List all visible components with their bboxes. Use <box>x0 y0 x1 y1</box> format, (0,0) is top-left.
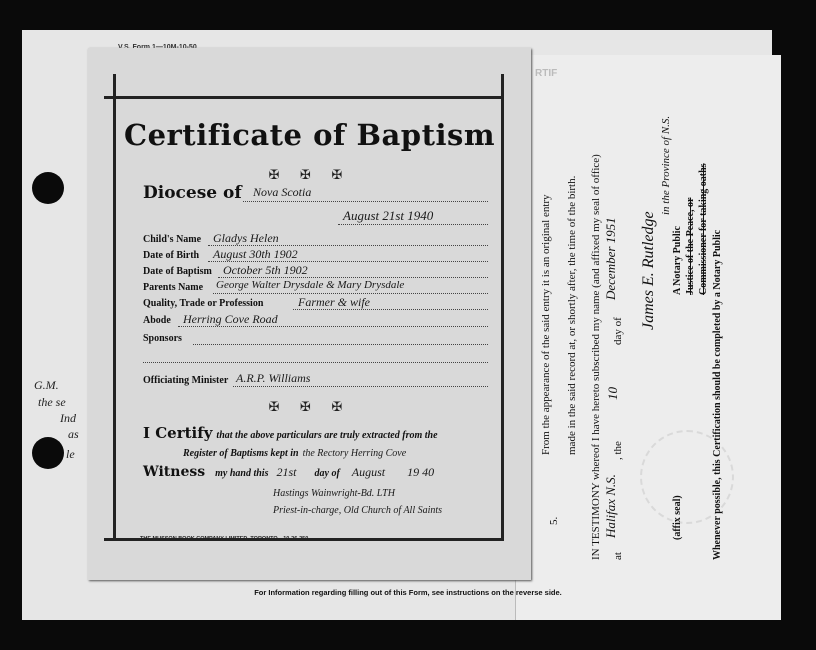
certificate-title: Certificate of Baptism <box>123 118 496 152</box>
field-value-parents-name: George Walter Drysdale & Mary Drysdale <box>216 279 405 291</box>
margin-note-3: Ind <box>60 411 76 425</box>
field-line-blank <box>143 362 488 363</box>
certify-lead: I Certify <box>143 424 213 442</box>
field-value-date-of-baptism: October 5th 1902 <box>223 263 308 277</box>
witness-year: 19 40 <box>407 465 435 479</box>
margin-note-4: as <box>68 427 79 441</box>
baptism-certificate <box>88 48 531 580</box>
field-line <box>178 326 488 327</box>
field-line <box>293 309 488 310</box>
affix-seal-label: (affix seal) <box>672 495 683 540</box>
publisher-imprint: THE MUSSON BOOK COMPANY LIMITED, TORONTO—10-26-250 <box>140 536 309 542</box>
date-line <box>338 224 488 225</box>
completion-note: Whenever possible, this Certification should be completed by a Notary Public <box>712 229 723 560</box>
diocese-line <box>243 201 488 202</box>
field-label-abode: Abode <box>143 315 171 326</box>
field-label-date-of-birth: Date of Birth <box>143 250 200 261</box>
field-line <box>233 386 488 387</box>
signature-line-2: Priest-in-charge, Old Church of All Saints <box>273 505 443 516</box>
cross-ornaments-middle: ✠ ✠ ✠ <box>268 400 351 415</box>
witness-text: my hand this <box>215 468 269 479</box>
notary-line-1: A Notary Public <box>672 226 683 295</box>
footer-information: For Information regarding filling out of this Form, see instructions on the reverse side. <box>254 588 562 597</box>
diocese-label: Diocese of <box>143 183 242 203</box>
field-line <box>193 344 488 345</box>
field-line <box>208 245 488 246</box>
certify-line-2 <box>183 443 406 461</box>
witness-label: Witness <box>143 464 206 480</box>
the-label: , the <box>612 441 624 460</box>
field-line <box>208 261 488 262</box>
margin-note-5: le <box>66 447 75 461</box>
diocese-value: Nova Scotia <box>253 185 312 199</box>
right-form-sheet <box>515 55 781 620</box>
margin-note-2: the se <box>38 395 66 409</box>
testimony-line: IN TESTIMONY whereof I have hereto subscribed my name (and affixed my seal of office) <box>590 154 602 560</box>
field-label-sponsors: Sponsors <box>143 333 182 344</box>
item-5-line-2: made in the said record at, or shortly after, the time of the birth. <box>566 175 578 455</box>
field-label-date-of-baptism: Date of Baptism <box>143 266 212 277</box>
notary-signature: James E. Rutledge <box>640 211 657 330</box>
witness-day-label: day of <box>314 468 340 479</box>
field-label-parents-name: Parents Name <box>143 282 204 293</box>
notary-line-2: Justice of the Peace, or <box>685 197 696 295</box>
item-5-number: 5. <box>548 516 560 525</box>
punch-hole-bottom <box>32 437 64 469</box>
certificate-date: August 21st 1940 <box>343 208 434 223</box>
cross-ornaments-top: ✠ ✠ ✠ <box>268 168 351 183</box>
notary-line-3: Commissioner for taking oaths <box>698 163 709 295</box>
witness-line <box>143 463 434 481</box>
field-value-childs-name: Gladys Helen <box>213 231 279 245</box>
witness-day: 21st <box>276 465 297 479</box>
field-value-profession: Farmer & wife <box>298 295 370 309</box>
month-value: December 1951 <box>603 217 618 300</box>
field-label-profession: Quality, Trade or Profession <box>143 298 264 309</box>
day-value: 10 <box>605 387 620 400</box>
field-value-date-of-birth: August 30th 1902 <box>213 247 298 261</box>
certify-text-1: that the above particulars are truly extracted from the <box>216 430 438 441</box>
faint-stamp: RTIF <box>535 68 558 79</box>
field-line <box>218 277 488 278</box>
certify-text-2: Register of Baptisms kept in <box>183 448 299 459</box>
witness-month: August <box>351 465 386 479</box>
certify-paragraph <box>143 424 438 443</box>
field-line <box>213 293 488 294</box>
field-value-abode: Herring Cove Road <box>183 312 278 326</box>
day-of-label: day of <box>612 317 624 345</box>
field-value-officiating-minister: A.R.P. Williams <box>236 371 311 385</box>
field-label-officiating-minister: Officiating Minister <box>143 375 229 386</box>
at-value: Halifax N.S. <box>603 474 618 538</box>
field-label-childs-name: Child's Name <box>143 234 202 245</box>
punch-hole-top <box>32 172 64 204</box>
margin-note-1: G.M. <box>34 378 59 392</box>
item-5-line-1: From the appearance of the said entry it is an original entry <box>540 194 552 455</box>
notary-handwritten: in the Province of N.S. <box>660 115 672 215</box>
certify-place: the Rectory Herring Cove <box>302 448 407 459</box>
signature-line-1: Hastings Wainwright-Bd. LTH <box>273 488 395 499</box>
at-label: at <box>612 552 624 560</box>
